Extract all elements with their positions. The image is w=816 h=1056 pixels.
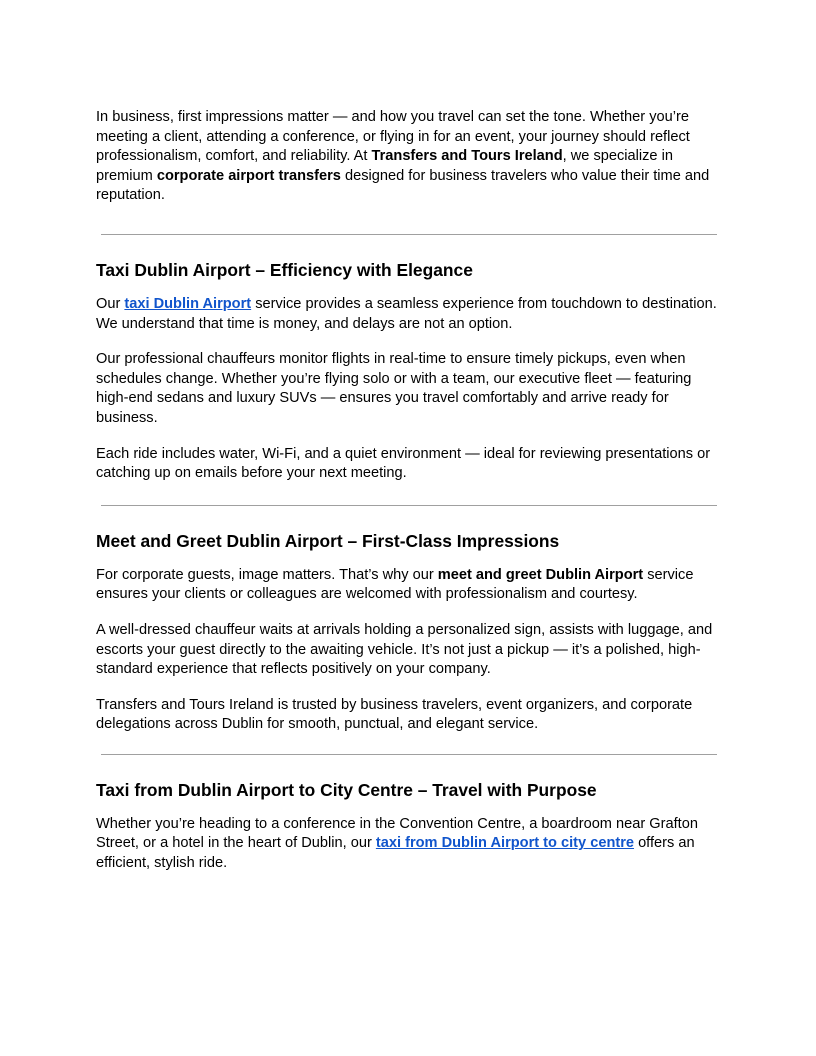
taxi-city-centre-link[interactable]: taxi from Dublin Airport to city centre	[375, 835, 635, 852]
intro-paragraph	[96, 108, 720, 206]
section1-heading: Taxi Dublin Airport – Efficiency with Elegance	[96, 259, 473, 280]
section2-paragraph-1	[96, 566, 720, 605]
section3-p1-post: offers an efficient, stylish ride.	[96, 835, 695, 872]
section1-paragraph-3: Each ride includes water, Wi-Fi, and a quiet environment — ideal for reviewing presentations or catching up on emails before your next meeting.	[96, 445, 711, 482]
intro-text-2: , we specialize in premium	[96, 148, 673, 184]
section2-paragraph-2: A well-dressed chauffeur waits at arrivals holding a personalized sign, assists with luggage, and escorts your guest directly to the awaiting vehicle. It’s not just a pickup — it’s a polished, high-standard experience that reflects positively on your company.	[96, 621, 713, 678]
section1-paragraph-1	[96, 295, 720, 334]
section3-p1-pre: Whether you’re heading to a conference in the Convention Centre, a boardroom near Grafton Street, or a hotel in the heart of Dublin, our	[96, 815, 698, 852]
section2-paragraph-3: Transfers and Tours Ireland is trusted by business travelers, event organizers, and corporate delegations across Dublin for smooth, punctual, and elegant service.	[96, 696, 693, 733]
taxi-dublin-airport-link[interactable]: taxi Dublin Airport	[124, 295, 252, 312]
section2-p1-post: service ensures your clients or colleagues are welcomed with professionalism and courtesy.	[96, 566, 694, 603]
intro-text-1: In business, first impressions matter — and how you travel can set the tone. Whether you’re meeting a client, attending a conference, or flying in for an event, your journey should reflect professionalism, comfort, and reliability. At	[96, 109, 690, 165]
section2-p1-bold: meet and greet Dublin Airport	[437, 566, 644, 583]
section2-heading: Meet and Greet Dublin Airport – First-Class Impressions	[96, 530, 560, 551]
section3-heading: Taxi from Dublin Airport to City Centre – Travel with Purpose	[96, 779, 597, 800]
intro-bold-company: Transfers and Tours Ireland	[371, 148, 563, 165]
divider-2	[101, 505, 717, 506]
section1-p1-post: service provides a seamless experience from touchdown to destination. We understand that time is money, and delays are not an option.	[96, 295, 717, 332]
section1-paragraph-2: Our professional chauffeurs monitor flights in real-time to ensure timely pickups, even when schedules change. Whether you’re flying solo or with a team, our executive fleet — featuring high-end sedans and luxury SUVs — ensures you travel comfortably and arrive ready for business.	[96, 351, 692, 426]
section2-p1-pre: For corporate guests, image matters. That’s why our	[96, 566, 438, 583]
divider-3	[101, 754, 717, 755]
intro-text-3: designed for business travelers who value their time and reputation.	[96, 167, 710, 204]
divider-1	[101, 234, 717, 235]
intro-bold-service: corporate airport transfers	[156, 167, 341, 184]
document-page	[96, 108, 720, 890]
section3-paragraph-1	[96, 815, 720, 874]
section1-p1-pre: Our	[96, 295, 125, 312]
